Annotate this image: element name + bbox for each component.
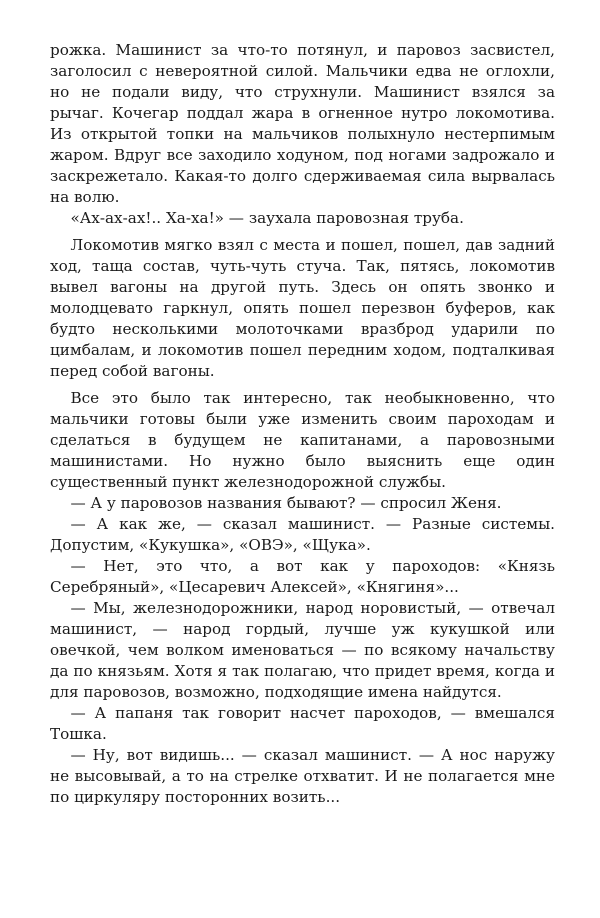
paragraph-7: — Нет, это что, а вот как у пароходов: «Князь Серебряный», «Цесаревич Алексей», «Княгиня»... xyxy=(50,557,555,596)
paragraph-5: — А у паровозов названия бывают? — спросил Женя. xyxy=(70,494,502,512)
paragraph-4: Все это было так интересно, так необыкновенно, что мальчики готовы были уже изменить своим пароходам и сделаться в будущем не капитанами, а паровозными машинистами. Но нужно было выяснить еще один существенный пункт железнодорожной службы. xyxy=(50,389,555,491)
paragraph-1: рожка. Машинист за что-то потянул, и паровоз засвистел, заголосил с невероятной силой. Мальчики едва не оглохли, но не подали виду, что струхнули. Машинист взялся за рычаг. Кочегар поддал жара в огненное нутро локомотива. Из открытой топки на мальчиков полыхнуло нестерпимым жаром. Вдруг все заходило ходуном, под ногами задрожало и заскрежетало. Какая-то долго сдерживаемая сила вырвалась на волю. xyxy=(50,41,555,206)
paragraph-3: Локомотив мягко взял с места и пошел, пошел, дав задний ход, таща состав, чуть-чуть стуча. Так, пятясь, локомотив вывел вагоны на другой путь. Здесь он опять звонко и молодцевато гаркнул, опять пошел перезвон буферов, как будто несколькими молоточками вразброд ударили по цимбалам, и локомотив пошел передним ходом, подталкивая перед собой вагоны. xyxy=(50,236,555,380)
paragraph-10: — Ну, вот видишь... — сказал машинист. — А нос наружу не высовывай, а то на стрелке отхватит. И не полагается мне по циркуляру посторонних возить... xyxy=(50,746,555,806)
paragraph-8: — Мы, железнодорожники, народ норовистый, — отвечал машинист, — народ гордый, лучше уж кукушкой или овечкой, чем волком именоваться — по всякому начальству да по князьям. Хотя я так полагаю, что придет время, когда и для паровозов, возможно, подходящие имена найдутся. xyxy=(50,599,555,701)
book-page xyxy=(50,40,555,808)
paragraph-2: «Ах-ах-ах!.. Ха-ха!» — заухала паровозная труба. xyxy=(70,209,464,227)
paragraph-6: — А как же, — сказал машинист. — Разные системы. Допустим, «Кукушка», «ОВЭ», «Щука». xyxy=(50,515,555,554)
paragraph-9: — А папаня так говорит насчет пароходов, — вмешался Тошка. xyxy=(50,704,555,743)
